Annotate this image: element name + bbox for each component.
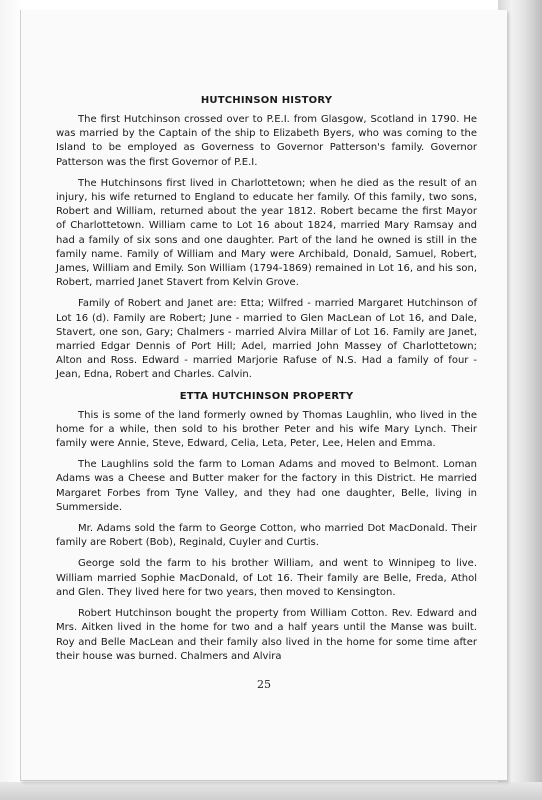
paragraph: Mr. Adams sold the farm to George Cotton, who married Dot MacDonald. Their family are Robert (Bob), Reginald, Cuyler and Curtis.	[56, 523, 477, 549]
paragraph: The Laughlins sold the farm to Loman Adams and moved to Belmont. Loman Adams was a Cheese and Butter maker for the factory in this District. He married Margaret Forbes from Tyne Valley, and they had one daughter, Belle, living in Summerside.	[56, 459, 477, 513]
paragraph: Family of Robert and Janet are: Etta; Wilfred - married Margaret Hutchinson of Lot 16 (d). Family are Robert; June - married to Glen MacLean of Lot 16, and Dale, Stavert, one son, Gary; Chalmers - married Alvira Millar of Lot 16. Family are Janet, married Edgar Dennis of Port Hill; Adel, married John Massey of Charlottetown; Alton and Ross. Edward - married Marjorie Rafuse of N.S. Had a family of four - Jean, Edna, Robert and Charles. Calvin.	[56, 298, 477, 381]
paragraph: George sold the farm to his brother William, and went to Winnipeg to live. William married Sophie MacDonald, of Lot 16. Their family are Belle, Freda, Athol and Glen. They lived here for two years, then moved to Kensington.	[56, 558, 477, 598]
paragraph: Robert Hutchinson bought the property from William Cotton. Rev. Edward and Mrs. Aitken lived in the home for two and a half years until the Manse was built. Roy and Belle MacLean and their family also lived in the home for some time after their house was burned. Chalmers and Alvira	[56, 608, 477, 662]
page-body	[56, 94, 477, 671]
book-page	[20, 10, 507, 781]
book-bottom-edge	[0, 782, 542, 800]
paragraph: This is some of the land formerly owned by Thomas Laughlin, who lived in the home for a while, then sold to his brother Peter and his wife Mary Lynch. Their family were Annie, Steve, Edward, Celia, Leta, Peter, Lee, Helen and Emma.	[56, 409, 477, 450]
paragraph: The Hutchinsons first lived in Charlottetown; when he died as the result of an injury, his wife returned to England to educate her family. Of this family, two sons, Robert and William, returned about the year 1812. Robert became the first Mayor of Charlottetown. William came to Lot 16 about 1824, married Mary Ramsay and had a family of six sons and one daughter. Part of the land he owned is still in the family name. Family of William and Mary were Archibald, Donald, Samuel, Robert, James, William and Emily. Son William (1794-1869) remained in Lot 16, and his son, Robert, married Janet Stavert from Kelvin Grove.	[56, 177, 477, 289]
section-heading-hutchinson-history: HUTCHINSON HISTORY	[200, 95, 333, 106]
section-heading-etta-hutchinson-property: ETTA HUTCHINSON PROPERTY	[179, 390, 354, 402]
page-number: 25	[257, 678, 271, 691]
paragraph: The first Hutchinson crossed over to P.E.I. from Glasgow, Scotland in 1790. He was married by the Captain of the ship to Elizabeth Byers, who was coming to the Island to be employed as Governess to Governor Patterson's family. Governor Patterson was the first Governor of P.E.I.	[56, 114, 477, 168]
